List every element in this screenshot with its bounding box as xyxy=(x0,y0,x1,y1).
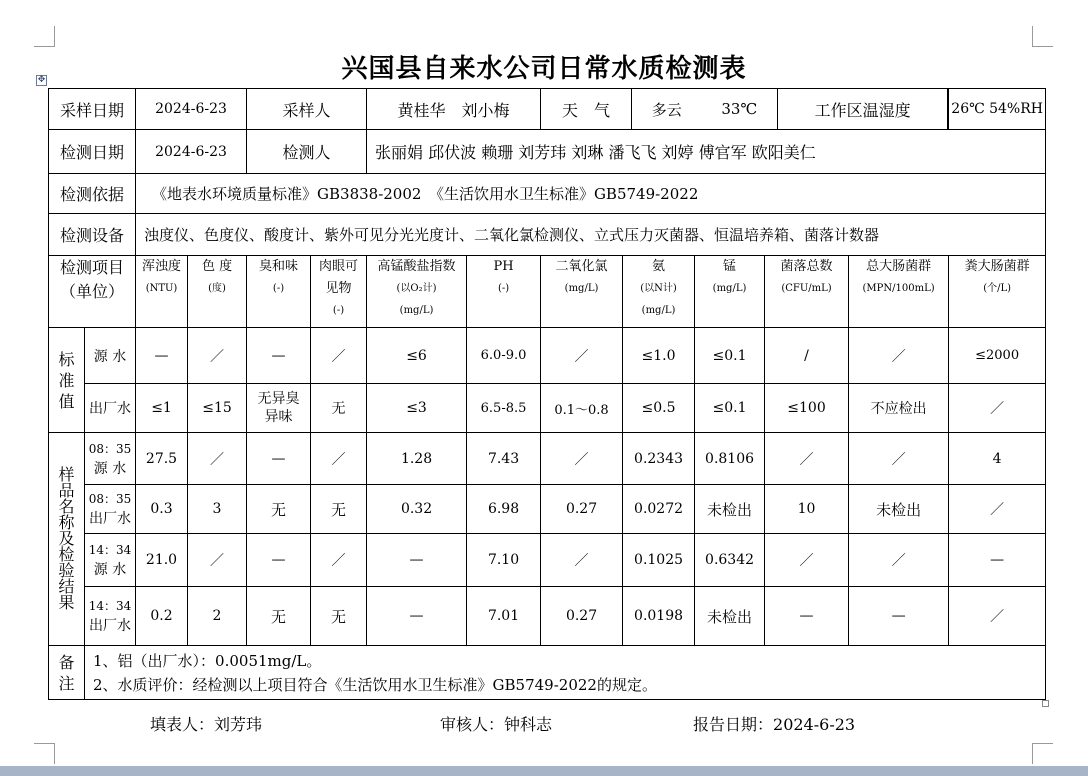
column-header-row xyxy=(49,256,1046,328)
table-cell[interactable]: 0.2343 xyxy=(623,433,695,485)
table-cell[interactable]: ≤1 xyxy=(136,384,188,433)
col-total-coliforms: 总大肠菌群 (MPN/100mL) xyxy=(849,256,949,328)
page-title: 兴国县自来水公司日常水质检测表 xyxy=(341,54,747,84)
basis-label: 检测依据 xyxy=(49,174,136,214)
sampling-date-label: 采样日期 xyxy=(49,89,136,130)
table-cell[interactable]: ／ xyxy=(188,433,247,485)
table-cell[interactable]: ≤100 xyxy=(765,384,849,433)
reviewer-value[interactable]: 钟科志 xyxy=(504,715,553,734)
col-fecal-coliforms: 粪大肠菌群 (个/L) xyxy=(949,256,1046,328)
table-cell[interactable]: 0.6342 xyxy=(695,534,765,587)
equipment-value[interactable]: 浊度仪、色度仪、酸度计、紫外可见分光光度计、二氧化氯检测仪、立式压力灭菌器、恒温培养箱、菌落计数器 xyxy=(136,214,1046,256)
table-cell[interactable]: — xyxy=(765,587,849,646)
crop-mark-bottom-right xyxy=(1032,743,1053,764)
table-cell[interactable]: ／ xyxy=(311,328,367,384)
env-label: 工作区温湿度 xyxy=(778,89,948,129)
table-cell[interactable]: 0.1025 xyxy=(623,534,695,587)
sampling-info-row xyxy=(49,89,1046,130)
table-cell[interactable]: 无 xyxy=(247,485,311,534)
table-cell[interactable]: — xyxy=(247,433,311,485)
col-chlorine-dioxide: 二氧化氯 (mg/L) xyxy=(541,256,623,328)
col-color: 色 度 (度) xyxy=(188,256,247,328)
table-cell[interactable]: 0.2 xyxy=(136,587,188,646)
table-cell[interactable]: ／ xyxy=(541,534,623,587)
table-cell[interactable]: 无异臭异味 xyxy=(247,384,311,433)
report-date-label: 报告日期： xyxy=(693,715,774,734)
basis-row xyxy=(49,174,1046,214)
col-turbidity: 浑浊度 (NTU) xyxy=(136,256,188,328)
table-cell[interactable]: ／ xyxy=(949,485,1046,534)
table-cell[interactable]: ≤1.0 xyxy=(623,328,695,384)
table-cell[interactable]: — xyxy=(136,328,188,384)
table-cell[interactable]: 2 xyxy=(188,587,247,646)
table-cell[interactable]: 未检出 xyxy=(849,485,949,534)
col-colony-count: 菌落总数 (CFU/mL) xyxy=(765,256,849,328)
col-ph: PH (-) xyxy=(467,256,541,328)
standard-row-label: 出厂水 xyxy=(85,384,136,433)
col-permanganate: 高锰酸盐指数 (以O₂计) (mg/L) xyxy=(367,256,467,328)
table-cell[interactable]: 0.27 xyxy=(541,485,623,534)
env-temp: 26℃ xyxy=(951,101,985,117)
table-cell[interactable]: 3 xyxy=(188,485,247,534)
table-cell[interactable]: ／ xyxy=(541,433,623,485)
temperature-text: 33℃ xyxy=(721,100,758,118)
table-cell[interactable]: ≤15 xyxy=(188,384,247,433)
test-date-label: 检测日期 xyxy=(49,130,136,174)
sampler-label: 采样人 xyxy=(247,89,367,130)
crop-mark-top-right xyxy=(1032,26,1053,47)
env-value[interactable] xyxy=(949,89,1046,130)
item-label: 检测项目 xyxy=(60,258,125,277)
table-cell[interactable]: ／ xyxy=(949,587,1046,646)
basis-value[interactable]: 《地表水环境质量标准》GB3838-2002 《生活饮用水卫生标准》GB5749-2022 xyxy=(136,174,1046,214)
note-line: 2、水质评价：经检测以上项目符合《生活饮用水卫生标准》GB5749-2022的规定。 xyxy=(93,675,657,694)
table-cell[interactable]: ≤2000 xyxy=(949,328,1046,384)
weather-value[interactable] xyxy=(632,89,778,129)
sampling-date-value[interactable]: 2024-6-23 xyxy=(136,89,247,130)
table-cell[interactable]: — xyxy=(367,534,467,587)
table-cell[interactable]: 1.28 xyxy=(367,433,467,485)
table-cell[interactable]: 21.0 xyxy=(136,534,188,587)
reviewer-field xyxy=(440,712,552,735)
equipment-label: 检测设备 xyxy=(49,214,136,256)
sample-row xyxy=(49,433,1046,485)
item-unit-header xyxy=(49,256,136,328)
table-cell[interactable]: ／ xyxy=(311,433,367,485)
sampler-weather-cell xyxy=(367,89,949,130)
table-cell[interactable]: 0.0198 xyxy=(623,587,695,646)
table-cell[interactable]: ／ xyxy=(765,534,849,587)
table-cell[interactable]: — xyxy=(367,587,467,646)
table-cell[interactable]: 未检出 xyxy=(695,485,765,534)
report-date-value[interactable]: 2024-6-23 xyxy=(773,715,856,734)
table-cell[interactable]: ≤0.1 xyxy=(695,384,765,433)
col-manganese: 锰 (mg/L) xyxy=(695,256,765,328)
table-cell[interactable]: 无 xyxy=(311,485,367,534)
table-cell[interactable]: — xyxy=(247,328,311,384)
table-cell[interactable]: 6.98 xyxy=(467,485,541,534)
standard-row-treated xyxy=(49,384,1046,433)
window-bottom-bar xyxy=(0,766,1088,776)
table-cell[interactable]: ／ xyxy=(765,433,849,485)
col-odor: 臭和味 (-) xyxy=(247,256,311,328)
table-cell[interactable]: ／ xyxy=(849,328,949,384)
table-cell[interactable]: 未检出 xyxy=(695,587,765,646)
table-cell[interactable]: ／ xyxy=(949,384,1046,433)
test-date-value[interactable]: 2024-6-23 xyxy=(136,130,247,174)
sample-row xyxy=(49,485,1046,534)
table-cell[interactable]: 7.43 xyxy=(467,433,541,485)
filler-value[interactable]: 刘芳玮 xyxy=(214,715,263,734)
table-cell[interactable]: / xyxy=(765,328,849,384)
test-info-row xyxy=(49,130,1046,174)
notes-label: 备 注 xyxy=(49,646,85,700)
table-cell[interactable]: 4 xyxy=(949,433,1046,485)
table-cell[interactable]: ≤0.5 xyxy=(623,384,695,433)
table-cell[interactable]: 0.0272 xyxy=(623,485,695,534)
table-cell[interactable]: ／ xyxy=(311,534,367,587)
table-cell[interactable]: — xyxy=(949,534,1046,587)
water-quality-table xyxy=(48,88,1046,700)
table-cell[interactable]: 7.10 xyxy=(467,534,541,587)
col-ammonia: 氨 (以N计) (mg/L) xyxy=(623,256,695,328)
samples-group-label: 样 品 名 称 及 检 验 结 果 xyxy=(49,433,85,646)
table-cell[interactable]: 0.3 xyxy=(136,485,188,534)
table-cell[interactable]: — xyxy=(247,534,311,587)
table-resize-handle[interactable] xyxy=(1042,700,1049,707)
report-date-field xyxy=(693,712,855,735)
unit-label: （单位） xyxy=(60,282,125,301)
table-cell[interactable]: 无 xyxy=(311,587,367,646)
sample-label: 08：35 出厂水 xyxy=(85,485,136,534)
table-cell[interactable]: ／ xyxy=(849,534,949,587)
table-cell[interactable]: — xyxy=(849,587,949,646)
col-visible-matter: 肉眼可 见物 (-) xyxy=(311,256,367,328)
testers-value[interactable]: 张丽娟 邱伏波 赖珊 刘芳玮 刘琳 潘飞飞 刘婷 傅官军 欧阳美仁 xyxy=(367,130,1046,174)
table-cell[interactable]: 6.0-9.0 xyxy=(467,328,541,384)
table-cell[interactable]: ≤6 xyxy=(367,328,467,384)
table-cell[interactable]: ≤3 xyxy=(367,384,467,433)
table-cell[interactable]: 10 xyxy=(765,485,849,534)
note-line: 1、铝（出厂水）：0.0051mg/L。 xyxy=(93,651,322,670)
table-cell[interactable]: 0.32 xyxy=(367,485,467,534)
sample-row xyxy=(49,534,1046,587)
crop-mark-bottom-left xyxy=(34,743,55,764)
table-cell[interactable]: 0.8106 xyxy=(695,433,765,485)
standard-row-source xyxy=(49,328,1046,384)
table-cell[interactable]: 27.5 xyxy=(136,433,188,485)
filler-field xyxy=(150,712,262,735)
samplers-value[interactable]: 黄桂华 刘小梅 xyxy=(367,89,541,129)
weather-text: 多云 xyxy=(651,100,682,119)
standard-group-label: 标 准 值 xyxy=(49,328,85,433)
table-cell[interactable]: 0.1～0.8 xyxy=(541,384,623,433)
env-humidity: 54%RH xyxy=(989,101,1043,117)
notes-content[interactable] xyxy=(85,646,1046,700)
table-cell[interactable]: 无 xyxy=(311,384,367,433)
sample-label: 14：34 源 水 xyxy=(85,534,136,587)
table-cell[interactable]: ≤0.1 xyxy=(695,328,765,384)
table-cell[interactable]: ／ xyxy=(188,534,247,587)
table-cell[interactable]: 不应检出 xyxy=(849,384,949,433)
table-cell[interactable]: 无 xyxy=(247,587,311,646)
table-cell[interactable]: ／ xyxy=(541,328,623,384)
sample-label: 08：35 源 水 xyxy=(85,433,136,485)
standard-row-label: 源 水 xyxy=(85,328,136,384)
crop-mark-top-left xyxy=(34,26,55,47)
table-cell[interactable]: ／ xyxy=(849,433,949,485)
table-cell[interactable]: 0.27 xyxy=(541,587,623,646)
table-cell[interactable]: ／ xyxy=(188,328,247,384)
table-move-handle-icon[interactable]: ✥ xyxy=(37,75,46,85)
tester-label: 检测人 xyxy=(247,130,367,174)
weather-label: 天 气 xyxy=(541,89,632,129)
sample-row xyxy=(49,587,1046,646)
table-cell[interactable]: 7.01 xyxy=(467,587,541,646)
equipment-row xyxy=(49,214,1046,256)
notes-row xyxy=(49,646,1046,700)
table-cell[interactable]: 6.5-8.5 xyxy=(467,384,541,433)
reviewer-label: 审核人： xyxy=(440,715,505,734)
sample-label: 14：34 出厂水 xyxy=(85,587,136,646)
filler-label: 填表人： xyxy=(150,715,215,734)
